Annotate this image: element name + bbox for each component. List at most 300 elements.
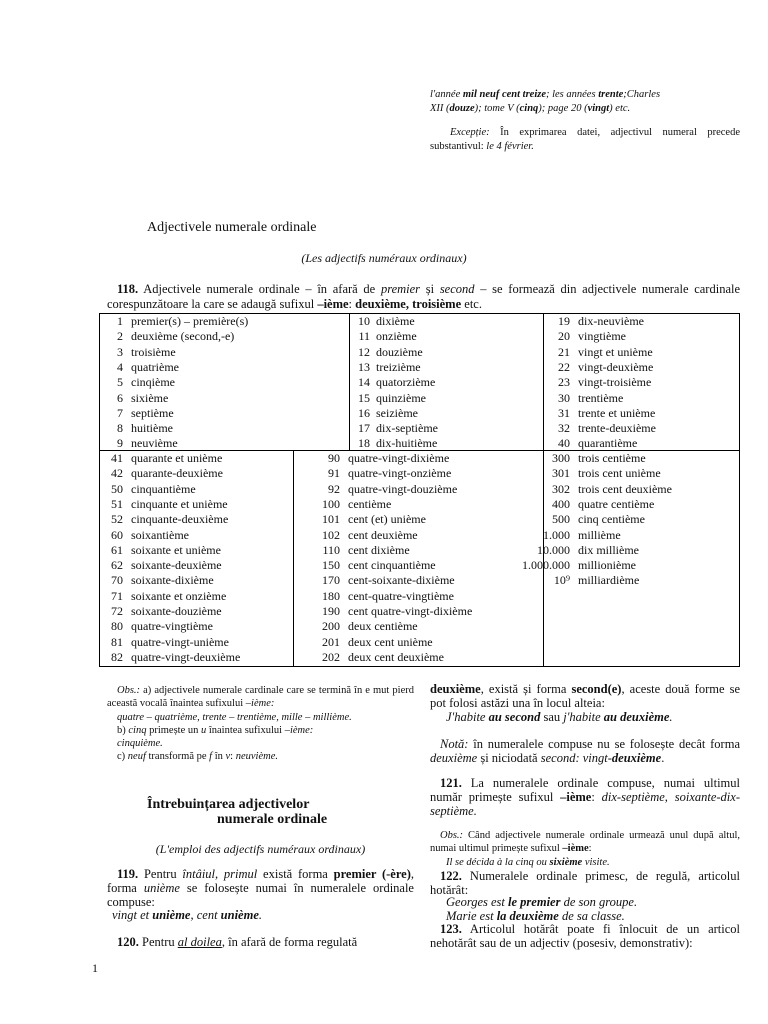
text-span: .	[661, 751, 665, 765]
table-row	[543, 314, 739, 329]
table-row	[349, 391, 543, 406]
table-cell-ordinal: cinquante et unième	[131, 496, 228, 511]
table-cell-number: 80	[111, 619, 123, 634]
paragraph-118	[107, 282, 740, 311]
right-obs-example	[430, 856, 756, 869]
text-span: și niciodată	[477, 751, 541, 765]
table-cell-number: 110	[322, 542, 340, 557]
obs-left-b	[107, 724, 424, 737]
table-cell-ordinal: quatre-vingt-deuxième	[131, 649, 241, 664]
text-span: cinq	[519, 103, 539, 114]
table-cell-ordinal: quatorzième	[376, 375, 436, 390]
table-cell-number: 200	[322, 619, 340, 634]
text-span: înaintea sufixului	[206, 725, 285, 736]
table-row	[543, 345, 739, 360]
text-span: b)	[117, 725, 129, 736]
text-span: –ième:	[245, 698, 275, 709]
paragraph-121	[430, 776, 740, 818]
text-span: al doilea	[177, 935, 222, 949]
text-span: , forma	[107, 867, 415, 895]
text-span: le 4 février.	[486, 141, 534, 152]
table-cell-number: 15	[358, 390, 370, 405]
table-row	[100, 558, 293, 573]
table-cell-ordinal: dixième	[376, 314, 415, 328]
text-span: Il se décida à la cinq ou	[446, 857, 550, 868]
table-bottom-col3	[522, 451, 739, 666]
table-cell-number: 62	[111, 558, 123, 573]
text-span: :	[588, 843, 592, 854]
table-row	[543, 497, 739, 512]
text-span: XII (	[430, 103, 450, 114]
heading2-line2: numerale ordinale	[217, 812, 328, 827]
table-cell-number: 32	[558, 421, 570, 436]
text-span: Pentru	[138, 935, 178, 949]
table-cell-number: 150	[322, 558, 340, 573]
text-span: Georges est	[446, 895, 509, 909]
text-span: de son groupe.	[560, 895, 638, 909]
table-cell-ordinal: quarante et unième	[131, 451, 223, 465]
text-span: sixième	[549, 857, 583, 868]
table-row	[543, 329, 739, 344]
table-row	[293, 604, 543, 619]
table-cell-ordinal: trente et unième	[578, 405, 656, 420]
text-span: visite.	[582, 857, 610, 868]
table-row	[349, 360, 543, 375]
text-span: ) etc.	[609, 103, 631, 114]
table-cell-number: 18	[358, 436, 370, 451]
table-cell-ordinal: trois cent deuxième	[578, 481, 672, 496]
table-cell-ordinal: onzième	[376, 329, 417, 344]
text-span: mil neuf cent treize	[462, 89, 546, 100]
table-row	[100, 512, 293, 527]
table-row	[100, 619, 293, 634]
text-span: , există și forma	[480, 682, 572, 696]
table-cell-ordinal: millième	[578, 527, 621, 542]
table-row	[349, 421, 543, 436]
text-span: ;Charles	[623, 89, 661, 100]
table-cell-number: 10.000	[537, 542, 570, 557]
table-cell-ordinal: deux cent deuxième	[348, 649, 444, 664]
paragraph-119	[107, 867, 414, 909]
table-cell-number: 61	[111, 542, 123, 557]
text-span: u	[200, 725, 207, 736]
table-row	[543, 360, 739, 375]
table-row	[543, 451, 739, 466]
table-cell-ordinal: neuvième	[131, 436, 178, 451]
table-row	[293, 543, 543, 558]
table-cell-ordinal: soixante et unième	[131, 542, 221, 557]
table-row	[100, 436, 349, 451]
table-cell-number: 91	[328, 466, 340, 481]
table-bottom-col2	[293, 451, 543, 666]
table-cell-number: 19	[558, 314, 570, 328]
table-cell-ordinal: seizième	[376, 405, 418, 420]
table-cell-number: 170	[322, 573, 340, 588]
text-span: cinq	[128, 725, 147, 736]
table-cell-ordinal: cent quatre-vingt-dixième	[348, 604, 473, 618]
table-cell-ordinal: cent (et) unième	[348, 512, 426, 527]
table-cell-number: 4	[117, 359, 123, 374]
text-span: de sa classe.	[558, 909, 625, 923]
table-row	[100, 543, 293, 558]
table-row	[100, 329, 349, 344]
table-cell-ordinal: vingt et unième	[578, 344, 653, 359]
table-cell-ordinal: trente-deuxième	[578, 421, 656, 436]
text-span: la deuxième	[496, 909, 559, 923]
heading2-line1: Întrebuințarea adjectivelor	[147, 797, 310, 812]
table-cell-ordinal: troisième	[131, 344, 176, 359]
table-row	[543, 466, 739, 481]
table-cell-number: 180	[322, 588, 340, 603]
page-number: 1	[92, 961, 98, 975]
text-span: unième	[220, 908, 259, 922]
text-span: –ième	[562, 843, 589, 854]
text-span: Numeralele ordinale primesc, de regulă, articolul hotărât:	[430, 869, 740, 897]
text-span: unième	[152, 908, 191, 922]
text-span: deuxième	[430, 751, 478, 765]
text-span: l'année	[430, 89, 463, 100]
text-span: se folosește numai în numeralele ordinale compuse:	[107, 881, 414, 909]
section-subtitle: (Les adjectifs numéraux ordinaux)	[301, 251, 467, 265]
table-cell-ordinal: quatre-vingt-douzième	[348, 481, 458, 496]
table-row	[100, 466, 293, 481]
table-cell-ordinal: vingt-deuxième	[578, 359, 654, 374]
table-row	[349, 436, 543, 451]
paragraph-122	[430, 869, 740, 897]
table-cell-ordinal: cent-quatre-vingtième	[348, 588, 454, 603]
paragraph-122-example-1	[430, 895, 756, 909]
text-span: au deuxième	[603, 710, 670, 724]
table-row	[543, 421, 739, 436]
obs-left-c	[107, 750, 424, 763]
table-row	[293, 635, 543, 650]
text-span: J'habite	[446, 710, 489, 724]
table-cell-ordinal: quinzième	[376, 390, 426, 405]
table-cell-ordinal: cent cinquantième	[348, 558, 436, 573]
obs-left-a-example: quatre – quatrième, trente – trentième, mille – millième.	[117, 712, 352, 723]
table-cell-number: 10⁹	[553, 573, 570, 588]
table-cell-number: 1.000.000	[522, 558, 570, 573]
text-span: Pentru	[138, 867, 183, 881]
text-span: second: vingt-	[540, 751, 612, 765]
table-top-col3	[543, 314, 739, 450]
text-span: neuvième.	[235, 751, 278, 762]
table-cell-number: 14	[358, 375, 370, 390]
table-cell-ordinal: cinquantième	[131, 481, 196, 496]
table-cell-number: 500	[552, 512, 570, 527]
table-row	[100, 528, 293, 543]
table-cell-ordinal: dix-huitième	[376, 436, 438, 451]
table-cell-number: 400	[552, 496, 570, 511]
top-note-exceptie	[430, 126, 740, 154]
table-cell-number: 8	[117, 421, 123, 436]
table-cell-number: 22	[558, 359, 570, 374]
table-row	[293, 558, 543, 573]
obs-left-b-example: cinquième.	[117, 738, 163, 749]
text-span: unième	[143, 881, 180, 895]
table-row	[100, 345, 349, 360]
table-cell-ordinal: soixante et onzième	[131, 588, 227, 603]
table-top-col1	[100, 314, 349, 450]
table-row	[100, 482, 293, 497]
table-cell-ordinal: soixante-dixième	[131, 573, 214, 588]
paragraph-123	[430, 922, 740, 950]
table-cell-number: 3	[117, 344, 123, 359]
table-row	[293, 482, 543, 497]
table-row	[100, 421, 349, 436]
table-cell-number: 190	[322, 604, 340, 618]
table-cell-number: 5	[117, 375, 123, 390]
table-cell-ordinal: trois cent unième	[578, 466, 661, 481]
table-cell-number: 2	[117, 329, 123, 344]
text-span: au second	[488, 710, 541, 724]
table-cell-number: 11	[358, 329, 370, 344]
table-row	[100, 497, 293, 512]
table-cell-ordinal: deux centième	[348, 619, 418, 634]
table-bottom-col1	[100, 451, 293, 666]
table-cell-ordinal: cinqième	[131, 375, 175, 390]
table-row	[100, 375, 349, 390]
text-span: 118.	[117, 282, 139, 296]
table-row	[543, 512, 739, 527]
table-cell-ordinal: soixante-douzième	[131, 604, 222, 618]
table-row	[100, 360, 349, 375]
text-span: 120.	[117, 935, 139, 949]
table-row	[293, 497, 543, 512]
table-row	[100, 451, 293, 466]
text-span: vingt	[587, 103, 610, 114]
text-span: transformă pe	[145, 751, 210, 762]
ordinal-table-top	[99, 313, 740, 451]
text-span: le premier	[508, 895, 561, 909]
table-row	[293, 451, 543, 466]
text-span: , aceste două forme se pot folosi astăzi una în locul alteia:	[430, 682, 740, 710]
table-row	[537, 542, 739, 558]
table-cell-number: 101	[322, 512, 340, 527]
table-cell-ordinal: millionième	[578, 558, 636, 573]
table-row	[100, 635, 293, 650]
text-span: –ième:	[284, 725, 314, 736]
table-cell-ordinal: trois centième	[578, 451, 646, 465]
table-cell-number: 92	[328, 481, 340, 496]
text-span: .	[258, 908, 262, 922]
table-cell-ordinal: septième	[131, 405, 174, 420]
text-span: deuxième	[430, 682, 481, 696]
table-cell-ordinal: dix-neuvième	[578, 314, 644, 328]
table-cell-ordinal: dix millième	[578, 542, 639, 557]
text-span: trente	[598, 89, 624, 100]
text-span: Articolul hotărât poate fi înlocuit de un articol nehotărât sau de un adjectiv (posesiv, demonstrativ):	[430, 922, 740, 950]
text-span: premier (-ère)	[333, 867, 411, 881]
table-cell-ordinal: quatrième	[131, 359, 179, 374]
table-cell-number: 1.000	[543, 527, 570, 542]
table-cell-ordinal: premier(s) – première(s)	[131, 314, 249, 328]
text-span: în numeralele compuse nu se folosește decât forma	[468, 737, 740, 751]
text-span: , cent	[190, 908, 221, 922]
text-span: ); page 20 (	[538, 103, 588, 114]
text-span: Obs.:	[440, 830, 464, 841]
text-span: .	[669, 710, 673, 724]
table-row	[349, 375, 543, 390]
table-cell-ordinal: soixantième	[131, 527, 189, 542]
table-row	[543, 375, 739, 390]
text-span: vingt et	[112, 908, 153, 922]
text-span: :	[591, 790, 602, 804]
text-span: în	[212, 751, 226, 762]
text-span: neuf	[127, 751, 146, 762]
table-cell-number: 302	[552, 481, 570, 496]
table-cell-ordinal: trentième	[578, 390, 624, 405]
right-obs	[430, 829, 740, 855]
table-row	[543, 391, 739, 406]
table-cell-number: 23	[558, 375, 570, 390]
table-cell-number: 13	[358, 359, 370, 374]
table-cell-number: 6	[117, 390, 123, 405]
table-row	[100, 604, 293, 619]
text-span: ; les années	[545, 89, 599, 100]
table-cell-ordinal: vingt-troisième	[578, 375, 652, 390]
table-cell-ordinal: cent dixième	[348, 542, 410, 557]
table-cell-number: 72	[111, 604, 123, 618]
table-cell-number: 41	[111, 451, 123, 465]
table-cell-ordinal: quarante-deuxième	[131, 466, 223, 481]
paragraph-119-example	[107, 908, 419, 922]
text-span: f	[209, 751, 213, 762]
table-row	[522, 558, 739, 573]
table-row	[100, 314, 349, 329]
text-span: 121.	[440, 776, 462, 790]
text-span: – se formează din adjectivele numerale cardinale corespunzătoare la care se adaugă sufixul	[107, 282, 741, 311]
ordinal-table-bottom	[99, 451, 740, 667]
table-row	[349, 345, 543, 360]
table-cell-number: 42	[111, 466, 123, 481]
table-cell-number: 17	[358, 421, 370, 436]
table-cell-ordinal: cent deuxième	[348, 527, 418, 542]
table-cell-number: 31	[558, 405, 570, 420]
table-cell-ordinal: cinquante-deuxième	[131, 512, 229, 527]
table-cell-number: 90	[328, 451, 340, 465]
table-cell-ordinal: quarantième	[578, 436, 638, 451]
table-cell-ordinal: quatre-vingtième	[131, 619, 213, 634]
table-cell-number: 60	[111, 527, 123, 542]
text-span: c)	[117, 751, 128, 762]
table-cell-number: 7	[117, 405, 123, 420]
text-span: sau	[540, 710, 564, 724]
table-row	[293, 528, 543, 543]
text-span: a) adjectivele numerale cardinale care se termină în e mut pierd această vocală înaintea sufixului	[107, 685, 414, 709]
table-cell-number: 30	[558, 390, 570, 405]
table-cell-number: 20	[558, 329, 570, 344]
obs-left	[107, 684, 414, 710]
table-row	[349, 329, 543, 344]
text-span: v	[225, 751, 231, 762]
paragraph-122-example-2	[430, 909, 756, 923]
table-cell-number: 100	[322, 496, 340, 511]
text-span: există forma	[257, 867, 334, 881]
table-row	[543, 573, 739, 588]
table-row	[293, 589, 543, 604]
text-span: Notă:	[440, 737, 469, 751]
table-row	[293, 573, 543, 588]
table-cell-ordinal: deux cent unième	[348, 634, 433, 649]
text-span: –ième	[317, 296, 349, 311]
table-row	[100, 650, 293, 665]
table-cell-ordinal: huitième	[131, 421, 173, 436]
text-span: etc.	[461, 296, 482, 311]
table-cell-number: 16	[358, 405, 370, 420]
text-span: , în afară de forma regulată	[221, 935, 358, 949]
text-span: primește un	[146, 725, 201, 736]
table-row	[543, 528, 739, 543]
table-top-col2	[349, 314, 543, 450]
text-span: premier	[380, 282, 421, 296]
text-span: Obs.:	[117, 685, 141, 696]
right-nota	[430, 737, 740, 765]
table-row	[349, 406, 543, 421]
text-span: j'habite	[563, 710, 604, 724]
table-cell-ordinal: quatre-vingt-onzième	[348, 466, 452, 481]
text-span: deuxième, troisième	[355, 296, 462, 311]
table-cell-ordinal: dix-septième	[376, 421, 438, 436]
table-cell-ordinal: milliardième	[578, 573, 640, 588]
table-row	[349, 314, 543, 329]
table-cell-number: 201	[322, 634, 340, 649]
table-cell-number: 52	[111, 512, 123, 527]
table-row	[543, 406, 739, 421]
table-cell-ordinal: quatre-vingt-dixième	[348, 451, 450, 465]
table-cell-number: 9	[117, 436, 123, 451]
table-cell-ordinal: cent-soixante-dixième	[348, 573, 455, 588]
table-cell-number: 70	[111, 573, 123, 588]
table-cell-number: 82	[111, 649, 123, 664]
table-cell-number: 50	[111, 481, 123, 496]
top-note-line1	[430, 88, 740, 116]
text-span: La numeralele ordinale compuse, numai ultimul număr primește sufixul	[430, 776, 740, 804]
table-cell-ordinal: soixante-deuxième	[131, 558, 222, 573]
table-row	[543, 482, 739, 497]
text-span: Când adjectivele numerale ordinale urmează unul după altul, numai ultimul primește sufixul	[430, 830, 740, 854]
table-cell-number: 102	[322, 527, 340, 542]
text-span: Adjectivele numerale ordinale – în afară de	[138, 282, 381, 296]
table-cell-ordinal: deuxième (second,-e)	[131, 329, 235, 344]
table-row	[293, 512, 543, 527]
text-span: second	[439, 282, 475, 296]
table-cell-number: 51	[111, 496, 123, 511]
table-cell-ordinal: centième	[348, 496, 392, 511]
text-span: 122.	[440, 869, 462, 883]
text-span: În exprimarea datei, adjectivul numeral precede substantivul:	[430, 127, 740, 152]
table-row	[100, 406, 349, 421]
text-span: 123.	[440, 922, 462, 936]
paragraph-120	[107, 935, 414, 949]
text-span: :	[230, 751, 236, 762]
table-cell-number: 1	[117, 314, 123, 328]
text-span: dix-septième, soixante-dix-septième.	[430, 790, 740, 818]
table-cell-number: 300	[552, 451, 570, 465]
table-row	[293, 619, 543, 634]
table-cell-ordinal: quatre-vingt-unième	[131, 634, 229, 649]
table-cell-ordinal: douzième	[376, 344, 423, 359]
table-cell-number: 301	[552, 466, 570, 481]
table-cell-ordinal: vingtième	[578, 329, 626, 344]
table-cell-ordinal: cinq centième	[578, 512, 645, 527]
table-row	[293, 650, 543, 665]
table-cell-number: 71	[111, 588, 123, 603]
text-span: Excepție:	[450, 127, 490, 138]
table-cell-number: 202	[322, 649, 340, 664]
subtitle2: (L'emploi des adjectifs numéraux ordinaux)	[155, 842, 366, 856]
table-cell-number: 40	[558, 436, 570, 451]
